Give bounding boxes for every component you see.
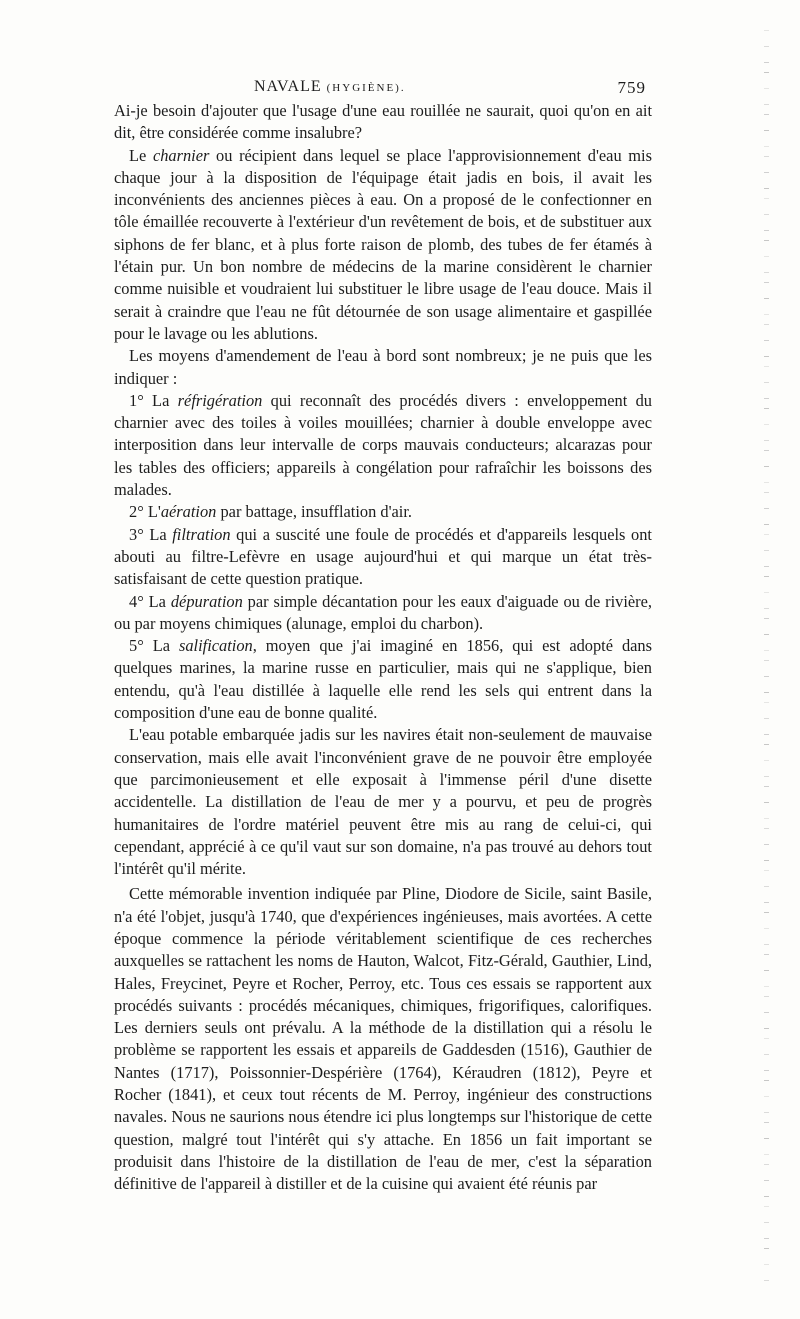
margin-tick [764,104,769,105]
paragraph: Ai-je besoin d'ajouter que l'usage d'une eau rouillée ne saurait, quoi qu'on en ait dit, être considérée comme insalubre? [114,101,652,143]
body-text [114,100,652,1196]
margin-tick [764,802,769,803]
margin-tick [764,356,769,357]
margin-tick [764,466,769,467]
margin-tick [764,1264,769,1265]
margin-tick [764,272,769,273]
margin-tick [764,366,769,367]
margin-tick [764,734,769,735]
running-title-main: NAVALE [254,78,322,95]
paragraph: Cette mémorable invention indiquée par Pline, Diodore de Sicile, saint Basile, n'a été l'objet, jusqu'à 1740, que d'expériences ingénieuses, mais avortées. A cette époque commence la période véritablement scientifique de ces recherches auxquelles se rattachent les noms de Hauton, Walcot, Fitz-Gérald, Gauthier, Lind, Hales, Freycinet, Peyre et Rocher, Perroy, etc. Tous ces essais se rapportent aux procédés suivants : procédés mécaniques, chimiques, frigorifiques, calorifiques. Les derniers seuls ont prévalu. A la méthode de la distillation qui a résolu le problème se rapportent les essais et appareils de Gaddesden (1516), Gauthier de Nantes (1717), Poissonnier-Despérière (1764), Kéraudren (1812), Peyre et Rocher (1841), et ceux tout récents de M. Perroy, ingénieur des constructions navales. Nous ne saurions nous étendre ici plus longtemps sur l'historique de cette question, malgré tout l'intérêt qui s'y attache. En 1856 un fait important se produisit dans l'histoire de la distillation de l'eau de mer, c'est la séparation définitive de l'appareil à distiller et de la cuisine qui avaient été réunis par [114,884,652,1194]
margin-tick [764,30,769,31]
margin-tick [764,860,769,861]
margin-tick [764,944,769,945]
margin-tick [764,928,769,929]
margin-tick [764,954,769,955]
margin-tick [764,1038,769,1039]
margin-tick [764,870,769,871]
margin-tick [764,440,769,441]
margin-tick [764,524,769,525]
margin-tick [764,618,769,619]
running-title [254,78,406,96]
margin-tick [764,1012,769,1013]
margin-tick [764,566,769,567]
margin-tick [764,1154,769,1155]
margin-tick [764,88,769,89]
list-item: 3° La filtration qui a suscité une foule de procédés et d'appareils lesquels ont abouti au filtre-Lefèvre en usage aujourd'hui et qui marque un état très-satisfaisant de cette question pratique. [114,524,652,589]
margin-tick [764,324,769,325]
margin-tick [764,760,769,761]
paragraph: L'eau potable embarquée jadis sur les navires était non-seulement de mauvaise conservation, mais elle avait l'inconvénient grave de ne pouvoir être employée que parcimonieusement et elle exposait à l'immense péril d'une disette accidentelle. La distillation de l'eau de mer y a pourvu, et peu de progrès humanitaires de l'ordre matériel peuvent être mis au rang de celui-ci, qui cependant, apprécié à ce qu'il vaut sur son domaine, n'a pas trouvé au dehors tout l'intérêt qu'il mérite. [114,725,652,879]
margin-tick [764,828,769,829]
margin-tick [764,256,769,257]
margin-tick [764,1248,769,1249]
margin-tick [764,996,769,997]
margin-tick [764,886,769,887]
margin-tick [764,298,769,299]
margin-tick [764,424,769,425]
margin-tick [764,156,769,157]
margin-tick [764,114,769,115]
margin-tick [764,744,769,745]
margin-tick [764,492,769,493]
margin-tick [764,970,769,971]
scan-margin-marks [760,30,772,1290]
page [114,74,652,1196]
margin-tick [764,1122,769,1123]
margin-tick [764,72,769,73]
margin-tick [764,198,769,199]
list-item: 2° L'aération par battage, insufflation d'air. [129,502,413,522]
margin-tick [764,314,769,315]
margin-tick [764,1206,769,1207]
margin-tick [764,1222,769,1223]
margin-tick [764,818,769,819]
margin-tick [764,214,769,215]
margin-tick [764,146,769,147]
margin-tick [764,282,769,283]
margin-tick [764,1070,769,1071]
margin-tick [764,534,769,535]
margin-tick [764,634,769,635]
page-header [114,74,652,100]
margin-tick [764,1054,769,1055]
margin-tick [764,844,769,845]
margin-tick [764,718,769,719]
margin-tick [764,986,769,987]
margin-tick [764,592,769,593]
paragraph: Le charnier ou récipient dans lequel se place l'approvisionnement d'eau mis chaque jour à la disposition de l'équipage était jadis en bois, il avait les inconvénients des anciennes pièces à eau. On a proposé de le confectionner en tôle émaillée recouverte à l'extérieur d'un revêtement de bois, et de substituer aux siphons de fer blanc, et à plus forte raison de plomb, des tubes de fer étamés à l'étain pur. Un bon nombre de médecins de la marine considèrent le charnier comme nuisible et voudraient lui substituer le libre usage de l'eau douce. Mais il serait à craindre que l'eau ne fût détournée de son usage alimentaire et gaspillée pour le lavage ou les ablutions. [114,145,652,343]
margin-tick [764,62,769,63]
margin-tick [764,608,769,609]
list-item: 5° La salification, moyen que j'ai imaginé en 1856, qui est adopté dans quelques marines, la marine russe en particulier, mais qui ne s'applique, bien entendu, qu'à l'eau distillée à laquelle elle rend les sels qui entrent dans la composition d'une eau de bonne qualité. [114,636,653,723]
list-item: 1° La réfrigération qui reconnaît des procédés divers : enveloppement du charnier avec des toiles à voiles mouillées; charnier à double enveloppe avec interposition dans leur intervalle de corps mauvais conducteurs; alcarazas pour les tables des officiers; appareils à congélation pour rafraîchir les boissons des malades. [114,390,652,500]
list-item: 4° La dépuration par simple décantation pour les eaux d'aiguade ou de rivière, ou par moyens chimiques (alunage, emploi du charbon). [114,591,653,633]
margin-tick [764,382,769,383]
margin-tick [764,508,769,509]
margin-tick [764,1180,769,1181]
margin-tick [764,1112,769,1113]
margin-tick [764,1238,769,1239]
margin-tick [764,650,769,651]
margin-tick [764,1096,769,1097]
margin-tick [764,130,769,131]
page-number: 759 [617,78,646,97]
margin-tick [764,550,769,551]
margin-tick [764,398,769,399]
margin-tick [764,172,769,173]
margin-tick [764,230,769,231]
margin-tick [764,340,769,341]
margin-tick [764,1138,769,1139]
margin-tick [764,1028,769,1029]
paragraph: Les moyens d'amendement de l'eau à bord sont nombreux; je ne puis que les indiquer : [114,346,652,388]
margin-tick [764,450,769,451]
margin-tick [764,46,769,47]
margin-tick [764,692,769,693]
margin-tick [764,786,769,787]
margin-tick [764,240,769,241]
margin-tick [764,1164,769,1165]
margin-tick [764,676,769,677]
margin-tick [764,660,769,661]
margin-tick [764,408,769,409]
margin-tick [764,902,769,903]
margin-tick [764,702,769,703]
margin-tick [764,188,769,189]
running-title-sub: (HYGIÈNE). [326,82,406,94]
margin-tick [764,776,769,777]
margin-tick [764,912,769,913]
margin-tick [764,1196,769,1197]
margin-tick [764,1080,769,1081]
margin-tick [764,482,769,483]
margin-tick [764,576,769,577]
margin-tick [764,1280,769,1281]
